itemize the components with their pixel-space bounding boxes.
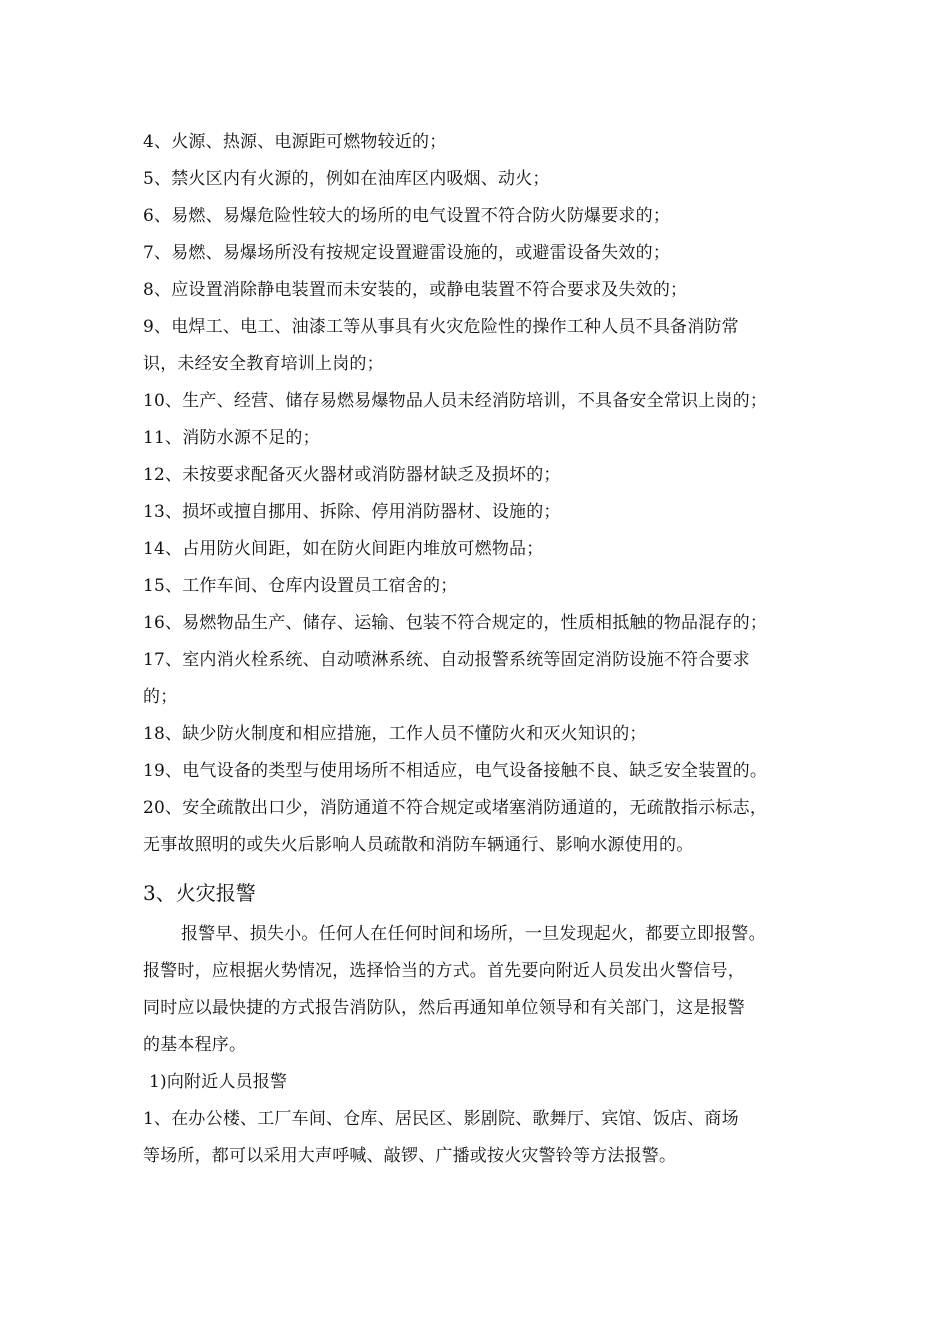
- paragraph-line: 报警时，应根据火势情况，选择恰当的方式。首先要向附近人员发出火警信号，: [143, 961, 745, 981]
- document-body: [143, 124, 808, 1175]
- list-item: 12、未按要求配备灭火器材或消防器材缺乏及损坏的；: [143, 465, 561, 485]
- paragraph-line: 报警早、损失小。任何人在任何时间和场所，一旦发现起火，都要立即报警。: [181, 924, 766, 944]
- list-item: 16、易燃物品生产、储存、运输、包装不符合规定的，性质相抵触的物品混存的；: [143, 613, 768, 633]
- list-item: 7、易燃、易爆场所没有按规定设置避雷设施的，或避雷设备失效的；: [143, 243, 671, 263]
- list-item: 6、易燃、易爆危险性较大的场所的电气设置不符合防火防爆要求的；: [143, 206, 671, 226]
- list-item: 4、火源、热源、电源距可燃物较近的；: [143, 132, 447, 152]
- list-item: 8、应设置消除静电装置而未安装的，或静电装置不符合要求及失效的；: [143, 280, 688, 300]
- list-item: 19、电气设备的类型与使用场所不相适应，电气设备接触不良、缺乏安全装置的。: [143, 761, 768, 781]
- list-item: 15、工作车间、仓库内设置员工宿舍的；: [143, 576, 458, 596]
- list-item: 5、禁火区内有火源的，例如在油库区内吸烟、动火；: [143, 169, 550, 189]
- paragraph-line: 的基本程序。: [143, 1035, 247, 1055]
- paragraph-line: 同时应以最快捷的方式报告消防队，然后再通知单位领导和有关部门，这是报警: [143, 998, 745, 1018]
- list-item-continuation: 识，未经安全教育培训上岗的；: [143, 354, 384, 374]
- subheading: 1)向附近人员报警: [149, 1072, 288, 1092]
- list-item-continuation: 的；: [143, 687, 178, 707]
- list-item: 9、电焊工、电工、油漆工等从事具有火灾危险性的操作工种人员不具备消防常: [143, 317, 739, 337]
- list-item: 14、占用防火间距，如在防火间距内堆放可燃物品；: [143, 539, 544, 559]
- section-heading: 3、火灾报警: [143, 881, 256, 905]
- list-item: 18、缺少防火制度和相应措施，工作人员不懂防火和灭火知识的；: [143, 724, 647, 744]
- list-item: 13、损坏或擅自挪用、拆除、停用消防器材、设施的；: [143, 502, 561, 522]
- list-item-continuation: 等场所，都可以采用大声呼喊、敲锣、广播或按火灾警铃等方法报警。: [143, 1146, 677, 1166]
- list-item: 1、在办公楼、工厂车间、仓库、居民区、影剧院、歌舞厅、宾馆、饭店、商场: [143, 1109, 739, 1129]
- list-item-continuation: 无事故照明的或失火后影响人员疏散和消防车辆通行、影响水源使用的。: [143, 835, 694, 855]
- list-item: 20、安全疏散出口少，消防通道不符合规定或堵塞消防通道的，无疏散指示标志，: [143, 798, 768, 818]
- list-item: 11、消防水源不足的；: [143, 428, 320, 448]
- list-item: 10、生产、经营、储存易燃易爆物品人员未经消防培训，不具备安全常识上岗的；: [143, 391, 768, 411]
- list-item: 17、室内消火栓系统、自动喷淋系统、自动报警系统等固定消防设施不符合要求: [143, 650, 750, 670]
